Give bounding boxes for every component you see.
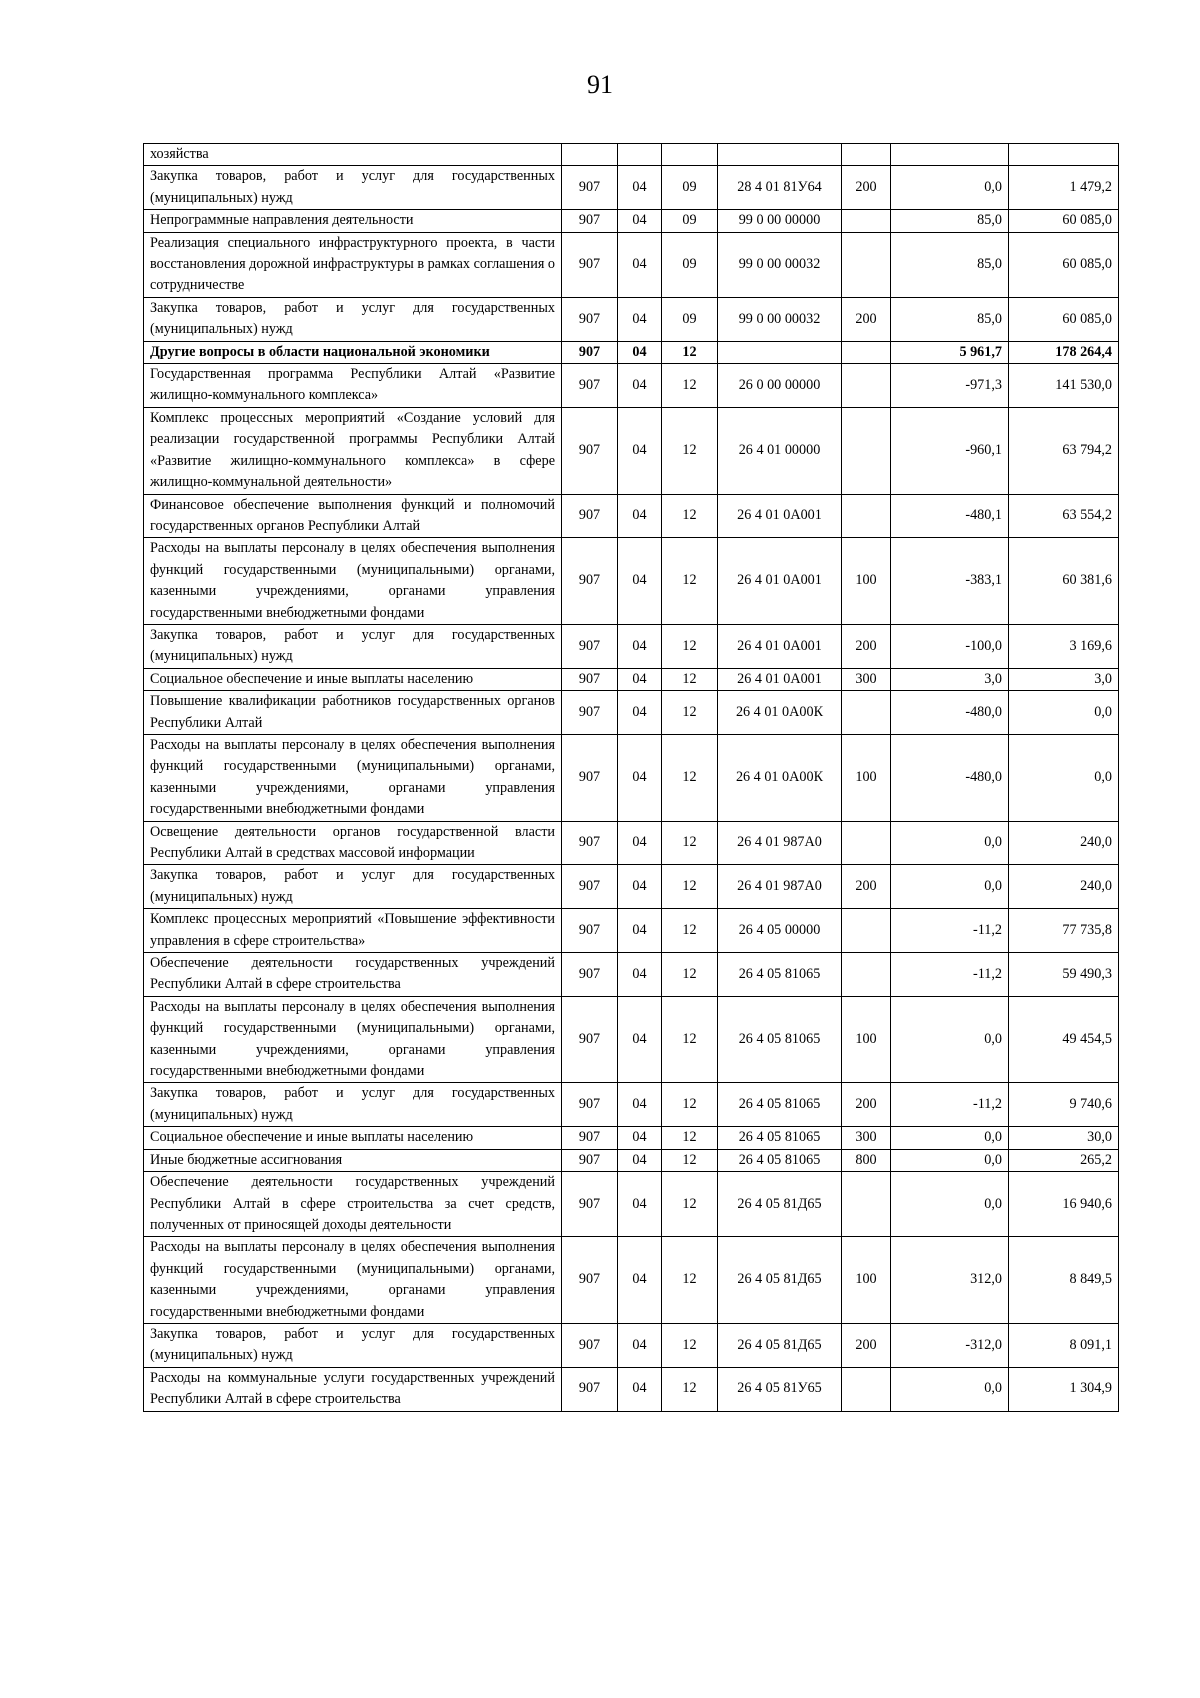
expense-type-cell: 200 (842, 865, 891, 909)
change-amount-cell: 5 961,7 (891, 341, 1009, 363)
table-row (144, 996, 1119, 1083)
change-amount-cell: -11,2 (891, 909, 1009, 953)
total-amount-cell: 60 085,0 (1009, 297, 1119, 341)
total-amount-cell: 8 091,1 (1009, 1323, 1119, 1367)
subsection-code-cell: 12 (662, 364, 718, 408)
change-amount-cell: 0,0 (891, 996, 1009, 1083)
section-code-cell: 04 (618, 1083, 662, 1127)
total-amount-cell: 63 554,2 (1009, 494, 1119, 538)
section-code-cell: 04 (618, 1323, 662, 1367)
gr-code-cell: 907 (562, 364, 618, 408)
target-article-cell: 99 0 00 00032 (718, 232, 842, 297)
total-amount-cell: 0,0 (1009, 734, 1119, 821)
section-code-cell: 04 (618, 668, 662, 690)
total-amount-cell: 240,0 (1009, 865, 1119, 909)
subsection-code-cell: 12 (662, 1127, 718, 1149)
gr-code-cell: 907 (562, 909, 618, 953)
target-article-cell: 26 4 01 987А0 (718, 821, 842, 865)
subsection-code-cell: 12 (662, 821, 718, 865)
total-amount-cell: 8 849,5 (1009, 1237, 1119, 1324)
section-code-cell: 04 (618, 341, 662, 363)
section-code-cell: 04 (618, 734, 662, 821)
section-code-cell: 04 (618, 210, 662, 232)
item-name-cell: Расходы на выплаты персоналу в целях обеспечения выполнения функций государственными (муниципальными) органами, казенными учреждениями, органами управления государственными внебюджетными фондами (144, 734, 562, 821)
subsection-code-cell: 12 (662, 1323, 718, 1367)
table-row (144, 538, 1119, 625)
subsection-code-cell: 12 (662, 953, 718, 997)
change-amount-cell (891, 144, 1009, 166)
target-article-cell: 26 4 05 81У65 (718, 1367, 842, 1411)
section-code-cell: 04 (618, 953, 662, 997)
gr-code-cell: 907 (562, 297, 618, 341)
gr-code-cell: 907 (562, 1149, 618, 1171)
change-amount-cell: 0,0 (891, 1172, 1009, 1237)
gr-code-cell: 907 (562, 166, 618, 210)
subsection-code-cell (662, 144, 718, 166)
page-number: 91 (587, 70, 613, 99)
gr-code-cell: 907 (562, 821, 618, 865)
change-amount-cell: 3,0 (891, 668, 1009, 690)
change-amount-cell: 0,0 (891, 1367, 1009, 1411)
target-article-cell: 26 4 05 81065 (718, 953, 842, 997)
item-name-cell: Закупка товаров, работ и услуг для государственных (муниципальных) нужд (144, 624, 562, 668)
table-row (144, 1172, 1119, 1237)
total-amount-cell: 59 490,3 (1009, 953, 1119, 997)
gr-code-cell: 907 (562, 407, 618, 494)
expense-type-cell: 200 (842, 1323, 891, 1367)
gr-code-cell: 907 (562, 691, 618, 735)
table-row (144, 1083, 1119, 1127)
expense-type-cell (842, 1172, 891, 1237)
table-row (144, 953, 1119, 997)
total-amount-cell: 265,2 (1009, 1149, 1119, 1171)
table-row (144, 210, 1119, 232)
change-amount-cell: -480,0 (891, 691, 1009, 735)
total-amount-cell: 16 940,6 (1009, 1172, 1119, 1237)
target-article-cell: 26 0 00 00000 (718, 364, 842, 408)
change-amount-cell: -11,2 (891, 953, 1009, 997)
item-name-cell: Комплекс процессных мероприятий «Создание условий для реализации государственной программы Республики Алтай «Развитие жилищно-коммунального комплекса» в сфере жилищно-коммунальной деятельности» (144, 407, 562, 494)
section-code-cell: 04 (618, 1172, 662, 1237)
change-amount-cell: 0,0 (891, 865, 1009, 909)
gr-code-cell (562, 144, 618, 166)
gr-code-cell: 907 (562, 1237, 618, 1324)
table-row (144, 668, 1119, 690)
item-name-cell: Расходы на выплаты персоналу в целях обеспечения выполнения функций государственными (муниципальными) органами, казенными учреждениями, органами управления государственными внебюджетными фондами (144, 538, 562, 625)
target-article-cell: 26 4 01 0А001 (718, 538, 842, 625)
table-row (144, 1367, 1119, 1411)
expense-type-cell (842, 494, 891, 538)
item-name-cell: хозяйства (144, 144, 562, 166)
subsection-code-cell: 12 (662, 1172, 718, 1237)
expense-type-cell (842, 364, 891, 408)
table-row (144, 297, 1119, 341)
change-amount-cell: 0,0 (891, 1127, 1009, 1149)
target-article-cell: 26 4 05 00000 (718, 909, 842, 953)
total-amount-cell: 1 304,9 (1009, 1367, 1119, 1411)
section-code-cell: 04 (618, 1237, 662, 1324)
item-name-cell: Расходы на выплаты персоналу в целях обеспечения выполнения функций государственными (муниципальными) органами, казенными учреждениями, органами управления государственными внебюджетными фондами (144, 1237, 562, 1324)
item-name-cell: Иные бюджетные ассигнования (144, 1149, 562, 1171)
section-code-cell: 04 (618, 821, 662, 865)
subsection-code-cell: 12 (662, 1237, 718, 1324)
subsection-code-cell: 12 (662, 1083, 718, 1127)
expense-type-cell (842, 953, 891, 997)
table-row (144, 1127, 1119, 1149)
change-amount-cell: -480,1 (891, 494, 1009, 538)
total-amount-cell: 0,0 (1009, 691, 1119, 735)
subsection-code-cell: 12 (662, 909, 718, 953)
gr-code-cell: 907 (562, 668, 618, 690)
budget-table (143, 143, 1119, 1412)
subsection-code-cell: 09 (662, 210, 718, 232)
item-name-cell: Расходы на выплаты персоналу в целях обеспечения выполнения функций государственными (муниципальными) органами, казенными учреждениями, органами управления государственными внебюджетными фондами (144, 996, 562, 1083)
target-article-cell: 26 4 05 81Д65 (718, 1237, 842, 1324)
expense-type-cell: 800 (842, 1149, 891, 1171)
table-body (144, 144, 1119, 1412)
target-article-cell: 26 4 05 81Д65 (718, 1172, 842, 1237)
table-row (144, 144, 1119, 166)
subsection-code-cell: 12 (662, 494, 718, 538)
change-amount-cell: 85,0 (891, 210, 1009, 232)
change-amount-cell: 85,0 (891, 232, 1009, 297)
expense-type-cell: 100 (842, 1237, 891, 1324)
section-code-cell: 04 (618, 494, 662, 538)
item-name-cell: Закупка товаров, работ и услуг для государственных (муниципальных) нужд (144, 297, 562, 341)
gr-code-cell: 907 (562, 341, 618, 363)
expense-type-cell (842, 341, 891, 363)
gr-code-cell: 907 (562, 953, 618, 997)
total-amount-cell (1009, 144, 1119, 166)
target-article-cell: 26 4 05 81065 (718, 996, 842, 1083)
subsection-code-cell: 12 (662, 538, 718, 625)
item-name-cell: Финансовое обеспечение выполнения функций и полномочий государственных органов Республики Алтай (144, 494, 562, 538)
table-row (144, 1149, 1119, 1171)
subsection-code-cell: 12 (662, 1367, 718, 1411)
change-amount-cell: 0,0 (891, 1149, 1009, 1171)
expense-type-cell: 100 (842, 538, 891, 625)
expense-type-cell (842, 1367, 891, 1411)
target-article-cell: 26 4 01 00000 (718, 407, 842, 494)
subsection-code-cell: 12 (662, 734, 718, 821)
target-article-cell: 26 4 01 0А00К (718, 691, 842, 735)
table-row (144, 691, 1119, 735)
change-amount-cell: 312,0 (891, 1237, 1009, 1324)
subsection-code-cell: 09 (662, 297, 718, 341)
section-code-cell: 04 (618, 538, 662, 625)
total-amount-cell: 30,0 (1009, 1127, 1119, 1149)
item-name-cell: Освещение деятельности органов государственной власти Республики Алтай в средствах массовой информации (144, 821, 562, 865)
total-amount-cell: 3,0 (1009, 668, 1119, 690)
section-code-cell: 04 (618, 909, 662, 953)
gr-code-cell: 907 (562, 1083, 618, 1127)
target-article-cell: 26 4 01 0А001 (718, 668, 842, 690)
subsection-code-cell: 12 (662, 668, 718, 690)
table-row (144, 821, 1119, 865)
expense-type-cell: 200 (842, 166, 891, 210)
gr-code-cell: 907 (562, 865, 618, 909)
subsection-code-cell: 12 (662, 865, 718, 909)
section-code-cell (618, 144, 662, 166)
subsection-code-cell: 09 (662, 232, 718, 297)
expense-type-cell (842, 691, 891, 735)
total-amount-cell: 60 085,0 (1009, 210, 1119, 232)
total-amount-cell: 3 169,6 (1009, 624, 1119, 668)
item-name-cell: Расходы на коммунальные услуги государственных учреждений Республики Алтай в сфере строительства (144, 1367, 562, 1411)
target-article-cell: 26 4 01 0А001 (718, 494, 842, 538)
section-code-cell: 04 (618, 624, 662, 668)
gr-code-cell: 907 (562, 1323, 618, 1367)
gr-code-cell: 907 (562, 494, 618, 538)
section-code-cell: 04 (618, 166, 662, 210)
change-amount-cell: 0,0 (891, 166, 1009, 210)
gr-code-cell: 907 (562, 1172, 618, 1237)
section-code-cell: 04 (618, 364, 662, 408)
item-name-cell: Государственная программа Республики Алтай «Развитие жилищно-коммунального комплекса» (144, 364, 562, 408)
change-amount-cell: -100,0 (891, 624, 1009, 668)
change-amount-cell: -960,1 (891, 407, 1009, 494)
item-name-cell: Непрограммные направления деятельности (144, 210, 562, 232)
expense-type-cell: 300 (842, 1127, 891, 1149)
target-article-cell (718, 341, 842, 363)
total-amount-cell: 178 264,4 (1009, 341, 1119, 363)
target-article-cell: 26 4 01 987А0 (718, 865, 842, 909)
table-row (144, 624, 1119, 668)
gr-code-cell: 907 (562, 734, 618, 821)
expense-type-cell (842, 144, 891, 166)
total-amount-cell: 49 454,5 (1009, 996, 1119, 1083)
section-code-cell: 04 (618, 1149, 662, 1171)
gr-code-cell: 907 (562, 1367, 618, 1411)
table-row (144, 865, 1119, 909)
section-code-cell: 04 (618, 1127, 662, 1149)
table-row (144, 494, 1119, 538)
table-row (144, 407, 1119, 494)
gr-code-cell: 907 (562, 1127, 618, 1149)
table-row (144, 1237, 1119, 1324)
change-amount-cell: -971,3 (891, 364, 1009, 408)
gr-code-cell: 907 (562, 624, 618, 668)
item-name-cell: Закупка товаров, работ и услуг для государственных (муниципальных) нужд (144, 1323, 562, 1367)
total-amount-cell: 63 794,2 (1009, 407, 1119, 494)
subsection-code-cell: 12 (662, 996, 718, 1083)
item-name-cell: Социальное обеспечение и иные выплаты населению (144, 668, 562, 690)
section-code-cell: 04 (618, 1367, 662, 1411)
gr-code-cell: 907 (562, 996, 618, 1083)
total-amount-cell: 9 740,6 (1009, 1083, 1119, 1127)
item-name-cell: Обеспечение деятельности государственных учреждений Республики Алтай в сфере строительства за счет средств, полученных от приносящей доходы деятельности (144, 1172, 562, 1237)
expense-type-cell (842, 407, 891, 494)
item-name-cell: Другие вопросы в области национальной экономики (144, 341, 562, 363)
expense-type-cell (842, 210, 891, 232)
subsection-code-cell: 12 (662, 624, 718, 668)
expense-type-cell: 100 (842, 996, 891, 1083)
expense-type-cell: 100 (842, 734, 891, 821)
item-name-cell: Социальное обеспечение и иные выплаты населению (144, 1127, 562, 1149)
target-article-cell: 28 4 01 81У64 (718, 166, 842, 210)
item-name-cell: Закупка товаров, работ и услуг для государственных (муниципальных) нужд (144, 166, 562, 210)
total-amount-cell: 240,0 (1009, 821, 1119, 865)
expense-type-cell: 200 (842, 297, 891, 341)
total-amount-cell: 77 735,8 (1009, 909, 1119, 953)
gr-code-cell: 907 (562, 538, 618, 625)
item-name-cell: Закупка товаров, работ и услуг для государственных (муниципальных) нужд (144, 1083, 562, 1127)
item-name-cell: Комплекс процессных мероприятий «Повышение эффективности управления в сфере строительства» (144, 909, 562, 953)
section-code-cell: 04 (618, 865, 662, 909)
gr-code-cell: 907 (562, 232, 618, 297)
subsection-code-cell: 12 (662, 1149, 718, 1171)
gr-code-cell: 907 (562, 210, 618, 232)
expense-type-cell: 300 (842, 668, 891, 690)
table-row (144, 166, 1119, 210)
item-name-cell: Обеспечение деятельности государственных учреждений Республики Алтай в сфере строительства (144, 953, 562, 997)
section-code-cell: 04 (618, 691, 662, 735)
subsection-code-cell: 12 (662, 407, 718, 494)
change-amount-cell: -11,2 (891, 1083, 1009, 1127)
subsection-code-cell: 12 (662, 691, 718, 735)
total-amount-cell: 60 085,0 (1009, 232, 1119, 297)
table-row (144, 364, 1119, 408)
table-row (144, 341, 1119, 363)
section-code-cell: 04 (618, 232, 662, 297)
change-amount-cell: -312,0 (891, 1323, 1009, 1367)
expense-type-cell (842, 232, 891, 297)
change-amount-cell: -383,1 (891, 538, 1009, 625)
subsection-code-cell: 09 (662, 166, 718, 210)
total-amount-cell: 60 381,6 (1009, 538, 1119, 625)
item-name-cell: Повышение квалификации работников государственных органов Республики Алтай (144, 691, 562, 735)
change-amount-cell: 85,0 (891, 297, 1009, 341)
expense-type-cell (842, 909, 891, 953)
table-row (144, 734, 1119, 821)
target-article-cell (718, 144, 842, 166)
change-amount-cell: 0,0 (891, 821, 1009, 865)
expense-type-cell: 200 (842, 1083, 891, 1127)
item-name-cell: Реализация специального инфраструктурного проекта, в части восстановления дорожной инфраструктуры в рамках соглашения о сотрудничестве (144, 232, 562, 297)
total-amount-cell: 1 479,2 (1009, 166, 1119, 210)
target-article-cell: 26 4 05 81065 (718, 1083, 842, 1127)
item-name-cell: Закупка товаров, работ и услуг для государственных (муниципальных) нужд (144, 865, 562, 909)
table-row (144, 1323, 1119, 1367)
table-row (144, 232, 1119, 297)
target-article-cell: 99 0 00 00032 (718, 297, 842, 341)
expense-type-cell (842, 821, 891, 865)
total-amount-cell: 141 530,0 (1009, 364, 1119, 408)
table-row (144, 909, 1119, 953)
section-code-cell: 04 (618, 996, 662, 1083)
expense-type-cell: 200 (842, 624, 891, 668)
target-article-cell: 26 4 05 81065 (718, 1127, 842, 1149)
target-article-cell: 26 4 05 81065 (718, 1149, 842, 1171)
target-article-cell: 26 4 01 0А001 (718, 624, 842, 668)
target-article-cell: 26 4 01 0А00К (718, 734, 842, 821)
section-code-cell: 04 (618, 297, 662, 341)
target-article-cell: 99 0 00 00000 (718, 210, 842, 232)
subsection-code-cell: 12 (662, 341, 718, 363)
change-amount-cell: -480,0 (891, 734, 1009, 821)
section-code-cell: 04 (618, 407, 662, 494)
target-article-cell: 26 4 05 81Д65 (718, 1323, 842, 1367)
